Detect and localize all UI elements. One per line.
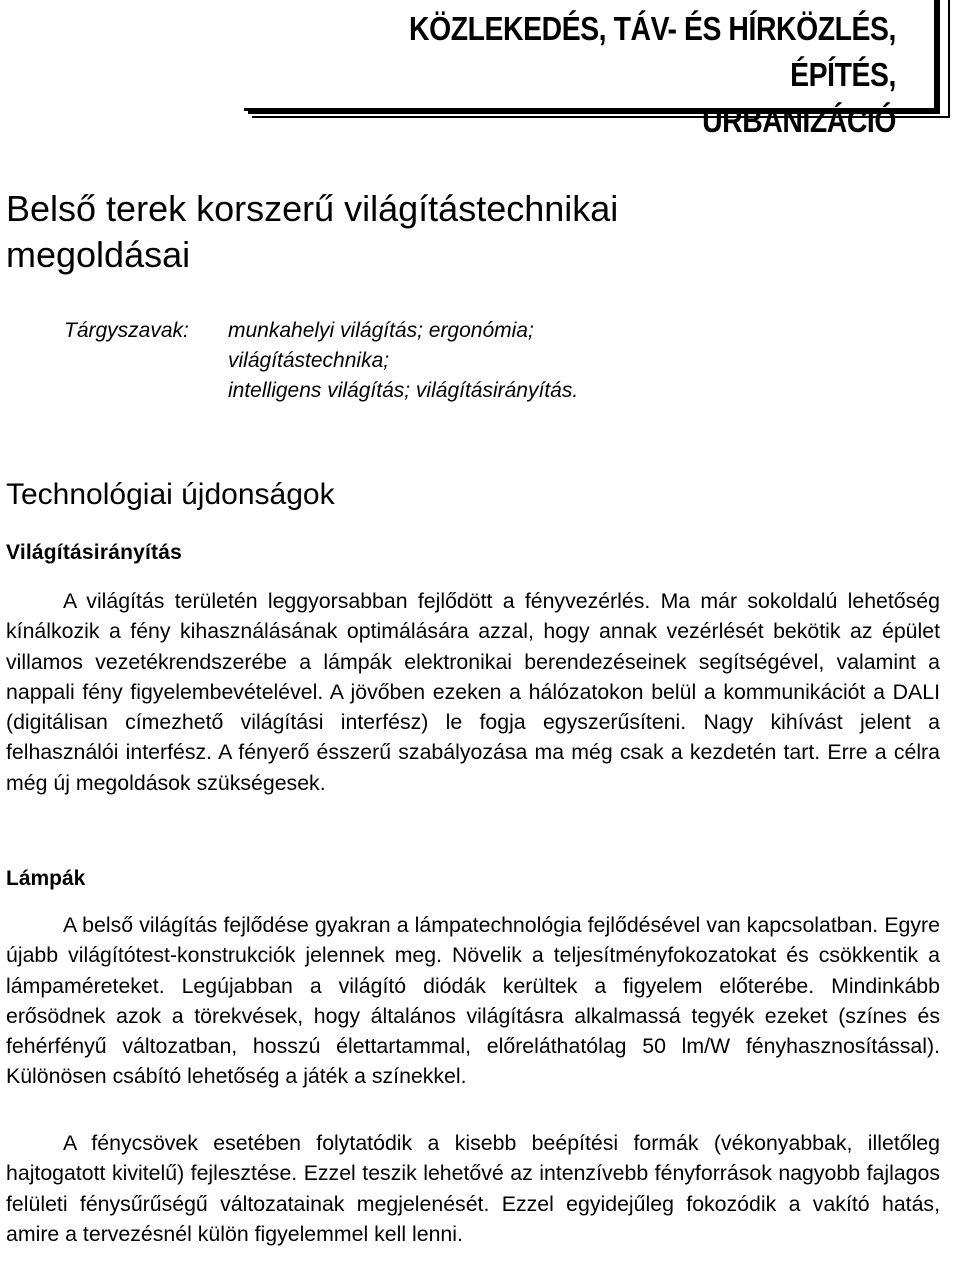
article-title-line1: Belső terek korszerű világítástechnikai: [6, 188, 619, 229]
keywords-label: Tárgyszavak:: [64, 319, 189, 342]
keywords-line1: munkahelyi világítás; ergonómia;: [228, 319, 534, 342]
article-title: [6, 186, 906, 278]
subsection-title-lamps: Lámpák: [6, 867, 86, 890]
header-title-line1: KÖZLEKEDÉS, TÁV- ÉS HÍRKÖZLÉS, ÉPÍTÉS,: [409, 10, 896, 93]
header-frame: [244, 0, 937, 139]
article-title-line2: megoldásai: [6, 234, 191, 275]
paragraph-lamps-2: A fénycsövek esetében folytatódik a kisebb beépítési formák (vékonyabbak, illetőleg hajtogatott kivitelű) fejlesztése. Ezzel teszik lehetővé az intenzívebb fényforrások nagyobb fajlagos felületi fénysűrűségű változatainak megjelenését. Ezzel egyidejűleg fokozódik a vakító hatás, amire a tervezésnél külön figyelemmel kell lenni.: [6, 1131, 940, 1246]
paragraph-lighting-control: A világítás területén leggyorsabban fejlődött a fényvezérlés. Ma már sokoldalú lehetőség kínálkozik a fény kihasználásának optimálására azzal, hogy annak vezérlését bekötik az épület villamos vezetékrendszerébe a lámpák elektronikai berendezéseinek segítségével, valamint a nappali fény figyelembevételével. A jövőben ezeken a hálózatokon belül a kommunikációt a DALI (digitálisan címezhető világítási interfész) le fogja egyszerűsíteni. Nagy kihívást jelent a felhasználói interfész. A fényerő ésszerű szabályozása ma még csak a kezdetén tart. Erre a célra még új megoldások szükségesek.: [6, 589, 940, 795]
paragraph-lamps-1: A belső világítás fejlődése gyakran a lámpatechnológia fejlődésével van kapcsolatban. Egyre újabb világítótest-konstrukciók jelennek meg. Növelik a teljesítményfokozatokat és csökkentik a lámpaméreteket. Legújabban a világító diódák kerültek a figyelem előterébe. Mindinkább erősödnek azok a törekvések, hogy általános világításra alkalmassá tegyék ezeket (színes és fehérfényű változatban, hosszú élettartammal, előreláthatólag 50 lm/W fényhasznosítással). Különösen csábító lehetőség a játék a színekkel.: [6, 913, 940, 1089]
header-title: [311, 6, 896, 144]
keywords-block: [64, 316, 578, 406]
header-title-line2: URBANIZÁCIÓ: [702, 102, 896, 139]
keywords-line2: világítástechnika;: [228, 349, 390, 372]
keywords-line3: intelligens világítás; világításirányítás.: [228, 379, 579, 402]
subsection-title-lighting-control: Világításirányítás: [6, 541, 182, 564]
keywords-list: [228, 316, 578, 406]
section-title: Technológiai újdonságok: [6, 478, 335, 511]
